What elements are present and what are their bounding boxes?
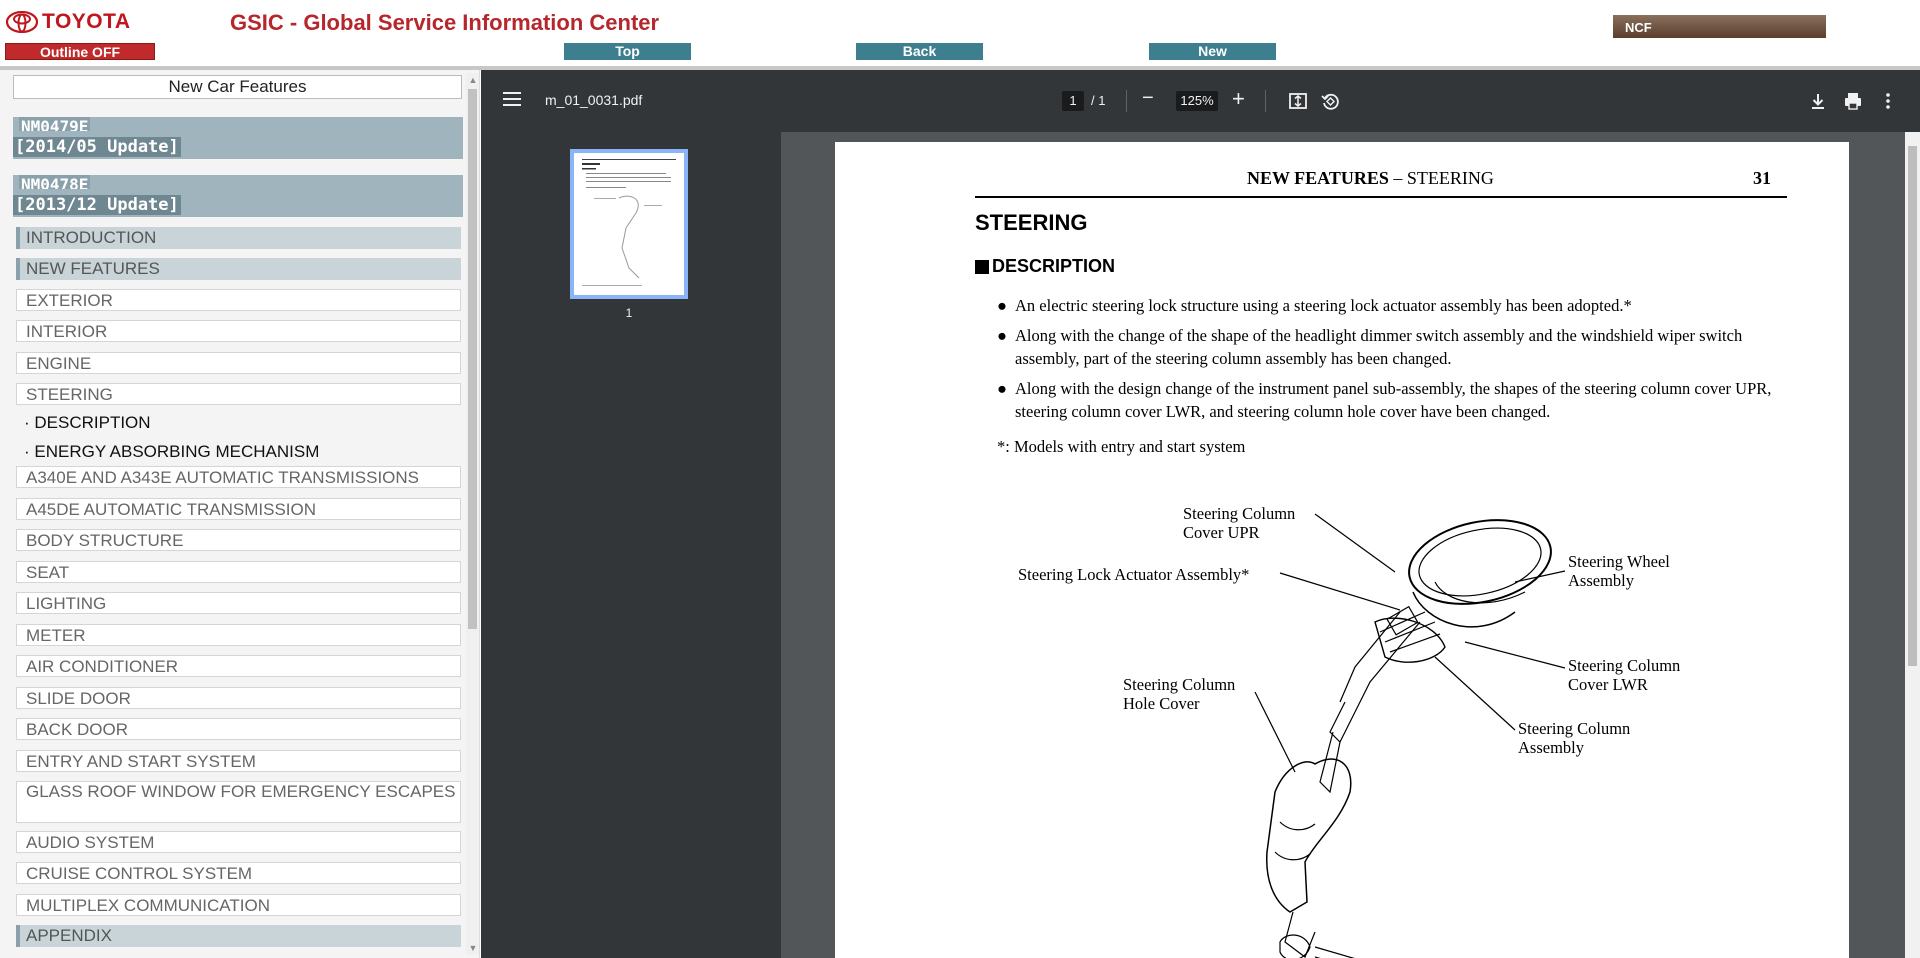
top-button[interactable]: Top	[564, 43, 691, 60]
sidebar-item-entry-start[interactable]: ENTRY AND START SYSTEM	[16, 750, 461, 772]
callout-lock-actuator: Steering Lock Actuator Assembly*	[1018, 565, 1250, 584]
toyota-emblem-icon	[6, 11, 38, 33]
callout-column-assembly	[1518, 719, 1630, 757]
callout-line: Cover LWR	[1568, 675, 1648, 694]
pdf-viewer	[481, 70, 1920, 958]
sidebar-item-meter[interactable]: METER	[16, 624, 461, 646]
sidebar-scrollbar[interactable]	[466, 73, 480, 955]
sidebar-item-cruise-control[interactable]: CRUISE CONTROL SYSTEM	[16, 862, 461, 884]
pdf-toolbar	[481, 70, 1920, 132]
sidebar-item-body-structure[interactable]: BODY STRUCTURE	[16, 529, 461, 551]
sidebar-item-multiplex[interactable]: MULTIPLEX COMMUNICATION	[16, 894, 461, 916]
doc-section-title: STEERING	[975, 210, 1088, 235]
back-button[interactable]: Back	[856, 43, 983, 60]
sidebar-item-air-conditioner[interactable]: AIR CONDITIONER	[16, 655, 461, 677]
toolbar-separator	[1265, 90, 1266, 112]
steering-assembly-illustration	[835, 142, 1849, 958]
sidebar-scroll-thumb[interactable]	[468, 89, 477, 629]
callout-cover-lwr	[1568, 656, 1680, 694]
callout-line: Assembly	[1518, 738, 1584, 757]
doc-footnote: *: Models with entry and start system	[997, 437, 1246, 456]
callout-line: Assembly	[1568, 571, 1634, 590]
app-header	[0, 0, 1920, 68]
sidebar-subitem-energy-absorbing[interactable]: · ENERGY ABSORBING MECHANISM	[24, 442, 320, 461]
thumbnail-preview	[574, 153, 684, 295]
bullet-dot-icon: ●	[997, 379, 1007, 398]
callout-line: Cover UPR	[1183, 523, 1260, 542]
callout-line: Steering Wheel	[1568, 552, 1670, 571]
callout-hole-cover	[1123, 675, 1235, 713]
rotate-icon[interactable]	[1319, 90, 1341, 112]
menu-icon[interactable]	[503, 92, 521, 108]
sidebar-item-glass-roof[interactable]	[16, 781, 461, 823]
callout-cover-upr	[1183, 504, 1295, 542]
sidebar-item-seat[interactable]: SEAT	[16, 561, 461, 583]
scroll-up-icon[interactable]: ▲	[468, 75, 478, 85]
sidebar-item-label: GLASS ROOF WINDOW FOR EMERGENCY ESCAPES	[26, 782, 456, 801]
sidebar-item-back-door[interactable]: BACK DOOR	[16, 718, 461, 740]
sidebar-subitem-description[interactable]: · DESCRIPTION	[24, 413, 151, 432]
zoom-out-icon[interactable]: −	[1142, 87, 1154, 109]
sidebar-item-lighting[interactable]: LIGHTING	[16, 592, 461, 614]
sidebar-item-slide-door[interactable]: SLIDE DOOR	[16, 687, 461, 709]
doc-bullet-text: An electric steering lock structure using a steering lock actuator assembly has been adopted.*	[1015, 296, 1632, 315]
doc-bullet-text: Along with the change of the shape of the headlight dimmer switch assembly and the windshield wiper switch assembly, part of the steering column assembly has been changed.	[1015, 326, 1743, 368]
update-code: NM0478E	[21, 175, 89, 189]
document-scrollbar[interactable]	[1905, 132, 1920, 958]
callout-line: Steering Column	[1518, 719, 1631, 738]
brand-name: TOYOTA	[42, 10, 131, 33]
outline-toggle-button[interactable]: Outline OFF	[5, 43, 155, 60]
more-options-icon[interactable]	[1877, 90, 1899, 112]
update-block-nm0479e[interactable]	[13, 117, 463, 159]
document-scroll-thumb[interactable]	[1908, 146, 1917, 666]
sidebar	[0, 70, 480, 958]
page-total: / 1	[1091, 93, 1106, 108]
scroll-down-icon[interactable]: ▼	[468, 943, 478, 953]
update-block-nm0478e[interactable]	[13, 175, 463, 217]
pdf-page	[835, 142, 1849, 958]
zoom-level-input[interactable]: 125%	[1176, 91, 1218, 111]
page-thumbnail[interactable]	[570, 149, 688, 299]
print-icon[interactable]	[1842, 90, 1864, 112]
sidebar-item-steering[interactable]: STEERING	[16, 383, 461, 405]
sidebar-title: New Car Features	[13, 75, 462, 99]
download-icon[interactable]	[1807, 90, 1829, 112]
callout-line: Hole Cover	[1123, 694, 1200, 713]
fit-page-icon[interactable]	[1287, 90, 1309, 112]
page-number-input[interactable]: 1	[1062, 91, 1084, 111]
toyota-logo	[6, 10, 131, 34]
ncf-badge: NCF	[1613, 15, 1826, 38]
doc-header-bold: NEW FEATURES	[1247, 168, 1389, 188]
new-button[interactable]: New	[1149, 43, 1276, 60]
callout-line: Steering Column	[1183, 504, 1296, 523]
sidebar-section-new-features[interactable]: NEW FEATURES	[16, 258, 461, 280]
zoom-in-icon[interactable]: +	[1232, 86, 1245, 111]
sidebar-item-engine[interactable]: ENGINE	[16, 352, 461, 374]
thumbnail-page-number: 1	[625, 306, 633, 320]
bullet-dot-icon: ●	[997, 296, 1007, 315]
sidebar-item-a45de[interactable]: A45DE AUTOMATIC TRANSMISSION	[16, 498, 461, 520]
thumbnail-pane	[481, 132, 781, 958]
sidebar-item-interior[interactable]: INTERIOR	[16, 320, 461, 342]
callout-line: Steering Column	[1568, 656, 1681, 675]
document-area	[781, 132, 1920, 958]
sidebar-item-audio[interactable]: AUDIO SYSTEM	[16, 831, 461, 853]
doc-page-number: 31	[1753, 168, 1771, 188]
pdf-filename: m_01_0031.pdf	[545, 92, 643, 108]
toolbar-separator	[1126, 90, 1127, 112]
sidebar-section-introduction[interactable]: INTRODUCTION	[16, 227, 461, 249]
update-code: NM0479E	[21, 117, 89, 131]
doc-subsection-label: DESCRIPTION	[992, 256, 1116, 276]
callout-steering-wheel	[1568, 552, 1670, 590]
callout-line: Steering Column	[1123, 675, 1236, 694]
bullet-dot-icon: ●	[997, 326, 1007, 345]
sidebar-item-a340e[interactable]: A340E AND A343E AUTOMATIC TRANSMISSIONS	[16, 466, 461, 488]
update-date: [2013/12 Update]	[15, 195, 179, 215]
doc-bullet-text: Along with the design change of the instrument panel sub-assembly, the shapes of the steering column cover UPR, steering column cover LWR, and steering column hole cover have been changed.	[1015, 379, 1772, 421]
doc-header-rest: – STEERING	[1388, 168, 1494, 188]
update-date: [2014/05 Update]	[15, 137, 179, 157]
app-title: GSIC - Global Service Information Center	[230, 10, 660, 35]
sidebar-item-exterior[interactable]: EXTERIOR	[16, 289, 461, 311]
sidebar-section-appendix[interactable]: APPENDIX	[16, 925, 461, 947]
